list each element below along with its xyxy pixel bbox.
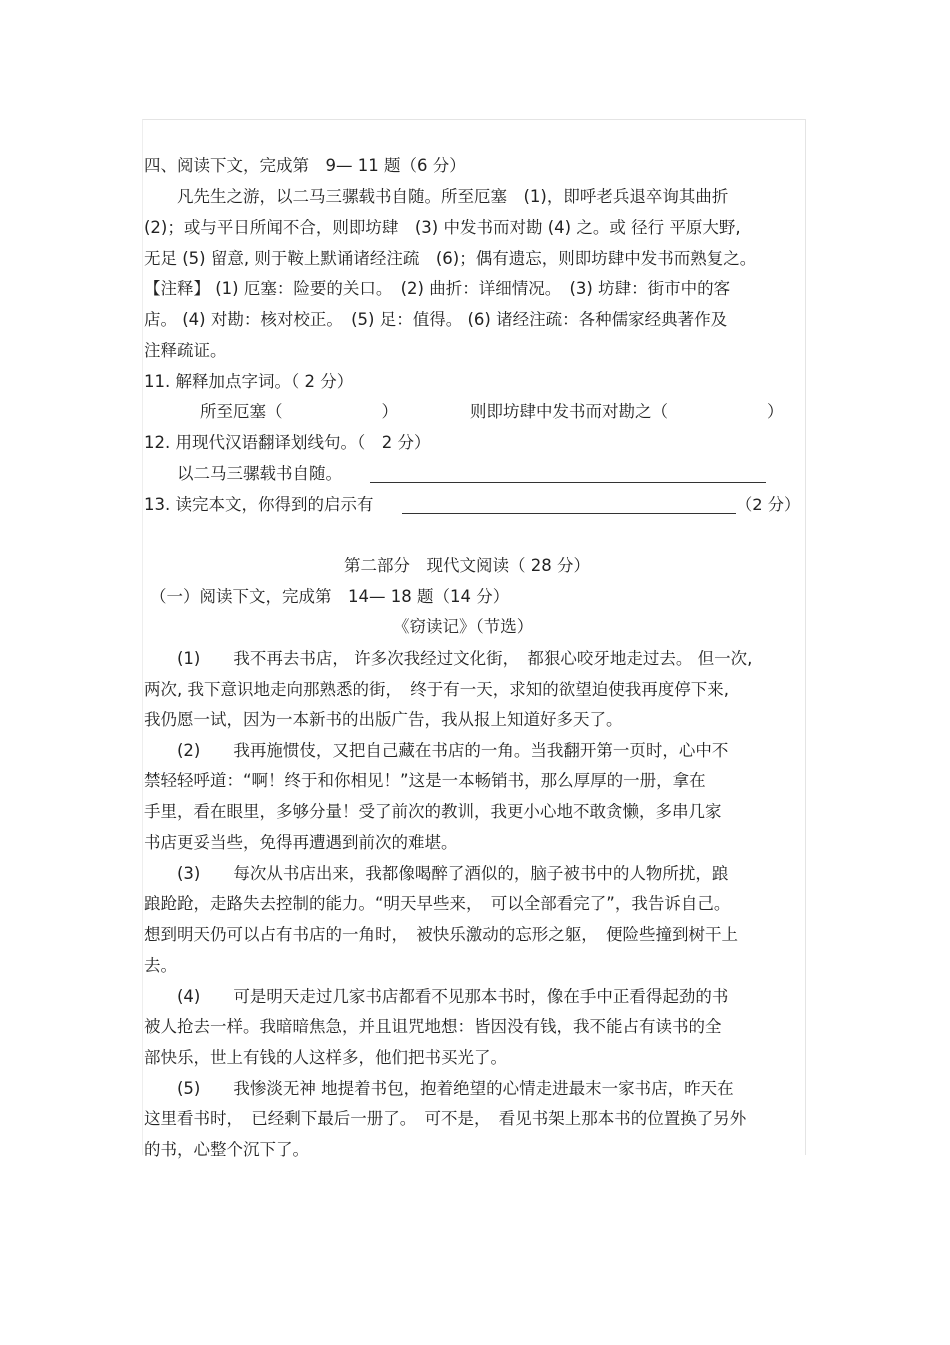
notes-line-3: 注释疏证。 <box>144 341 227 360</box>
para-2-line-4: 书店更妥当些，免得再遭遇到前次的难堪。 <box>144 833 458 852</box>
notes-line-1: 【注释】 (1) 厄塞：险要的关口。 (2) 曲折：详细情况。 (3) 坊肆：街市中的客 <box>144 279 731 298</box>
para-2-line-2: 禁轻轻呼道：“啊！终于和你相见！”这是一本畅销书，那么厚厚的一册，拿在 <box>144 771 706 790</box>
para-5-line-2: 这里看书时， 已经剩下最后一册了。 可不是， 看见书架上那本书的位置换了另外 <box>144 1109 747 1128</box>
para-3-line-4: 去。 <box>144 956 177 975</box>
question-13-prompt: 13. 读完本文，你得到的启示有 <box>144 495 374 514</box>
para-4-line-1: (4) 可是明天走过几家书店都看不见那本书时，像在手中正看得起劲的书 <box>177 987 729 1006</box>
para-3-line-3: 想到明天仍可以占有书店的一角时， 被快乐激动的忘形之躯， 便险些撞到树干上 <box>144 925 738 944</box>
para-1-line-2: 两次, 我下意识地走向那熟悉的街， 终于有一天，求知的欲望迫使我再度停下来, <box>144 680 729 699</box>
para-5-line-3: 的书，心整个沉下了。 <box>144 1140 309 1159</box>
question-11-item-1: 所至厄塞（ ） <box>200 402 398 421</box>
para-2-line-3: 手里，看在眼里，多够分量！受了前次的教训，我更小心地不敢贪懒，多串几家 <box>144 802 722 821</box>
part2-title: 第二部分 现代文阅读（ 28 分） <box>344 556 590 575</box>
question-13-answer-blank[interactable] <box>402 495 736 514</box>
section4-title: 四、阅读下文，完成第 9— 11 题（6 分） <box>144 156 466 175</box>
para-4-line-2: 被人抢去一样。我暗暗焦急，并且诅咒地想：皆因没有钱，我不能占有读书的全 <box>144 1017 722 1036</box>
part2-sub1: （一）阅读下文，完成第 14— 18 题（14 分） <box>150 587 510 606</box>
question-12-prompt: 12. 用现代汉语翻译划线句。（ 2 分） <box>144 433 431 452</box>
para-5-line-1: (5) 我惨淡无神 地提着书包，抱着绝望的心情走进最末一家书店，昨天在 <box>177 1079 734 1098</box>
para-2-line-1: (2) 我再施惯伎，又把自己藏在书店的一角。当我翻开第一页时，心中不 <box>177 741 729 760</box>
question-11-prompt: 11. 解释加点字词。（ 2 分） <box>144 372 354 391</box>
passage-line-1: 凡先生之游，以二马三骡载书自随。所至厄塞 (1)，即呼老兵退卒询其曲折 <box>177 187 729 206</box>
notes-line-2: 店。 (4) 对勘：核对校正。 (5) 足：值得。 (6) 诸经注疏：各种儒家经典著作及 <box>144 310 728 329</box>
para-3-line-1: (3) 每次从书店出来，我都像喝醉了酒似的，脑子被书中的人物所扰，踉 <box>177 864 729 883</box>
para-3-line-2: 踉跄跄，走路失去控制的能力。“明天早些来， 可以全部看完了”，我告诉自己。 <box>144 894 731 913</box>
question-12-sentence: 以二马三骡载书自随。 <box>177 464 342 483</box>
passage-line-2: (2)；或与平日所闻不合，则即坊肆 (3) 中发书而对勘 (4) 之。或 径行 平原大野, <box>144 218 741 237</box>
question-11-item-2: 则即坊肆中发书而对勘之（ ） <box>470 402 784 421</box>
question-13-score: （2 分） <box>736 495 801 514</box>
passage-line-3: 无足 (5) 留意, 则于鞍上默诵诸经注疏 (6)；偶有遗忘，则即坊肆中发书而熟复之。 <box>144 249 757 268</box>
para-1-line-3: 我仍愿一试，因为一本新书的出版广告，我从报上知道好多天了。 <box>144 710 623 729</box>
question-12-answer-blank[interactable] <box>370 464 766 483</box>
para-1-line-1: (1) 我不再去书店， 许多次我经过文化街， 都狠心咬牙地走过去。 但一次, <box>177 649 753 668</box>
article-title: 《窃读记》（节选） <box>393 617 534 636</box>
para-4-line-3: 部快乐，世上有钱的人这样多，他们把书买光了。 <box>144 1048 507 1067</box>
